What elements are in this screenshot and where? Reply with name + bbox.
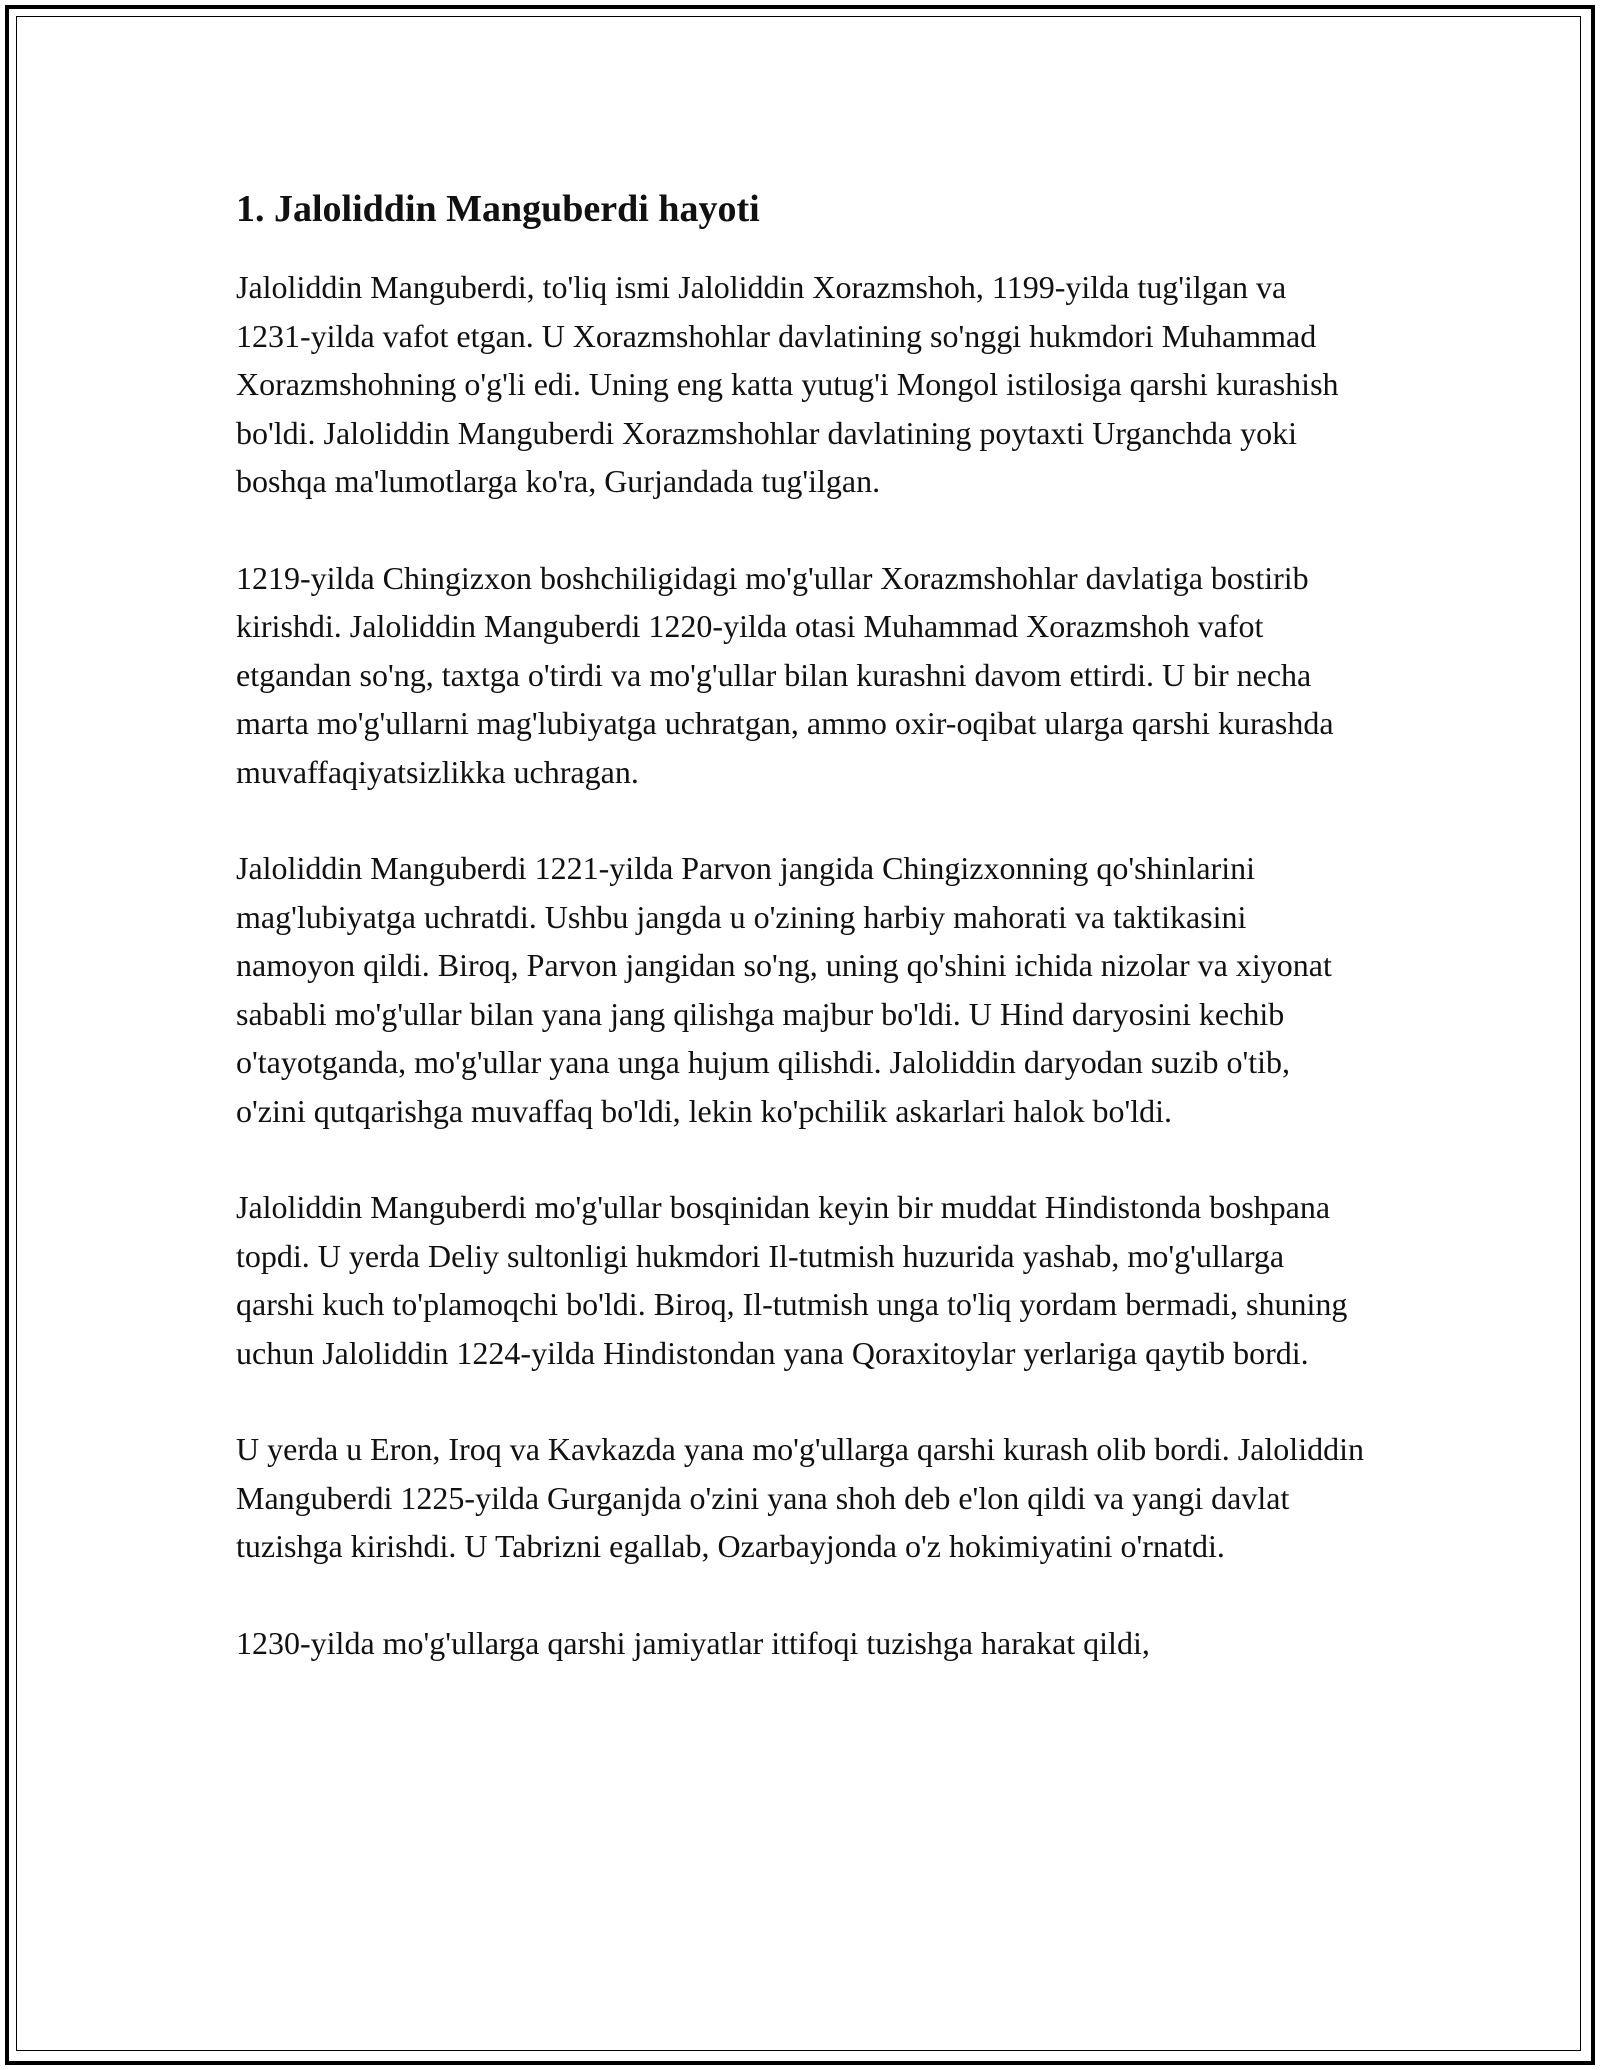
paragraph-alliance: 1230-yilda mo'g'ullarga qarshi jamiyatlar ittifoqi tuzishga harakat qildi, xyxy=(236,1624,1150,1661)
document-body xyxy=(236,183,1366,1715)
paragraph-mongol-invasion: 1219-yilda Chingizxon boshchiligidagi mo'g'ullar Xorazmshohlar davlatiga bostirib kirishdi. Jaloliddin Manguberdi 1220-yilda otasi Muhammad Xorazmshoh vafot etgandan so'ng, taxtga o'tirdi va mo'g'ullar bilan kurashni davom ettirdi. U bir necha marta mo'g'ullarni mag'lubiyatga uchratgan, ammo oxir-oqibat ularga qarshi kurashda muvaffaqiyatsizlikka uchragan. xyxy=(236,559,1334,790)
paragraph-return-campaign: U yerda u Eron, Iroq va Kavkazda yana mo'g'ullarga qarshi kurash olib bordi. Jaloliddin Manguberdi 1225-yilda Gurganjda o'zini yana shoh deb e'lon qildi va yangi davlat tuzishga kirishdi. U Tabrizni egallab, Ozarbayjonda o'z hokimiyatini o'rnatdi. xyxy=(236,1431,1364,1564)
paragraph-parvon-battle: Jaloliddin Manguberdi 1221-yilda Parvon jangida Chingizxonning qo'shinlarini mag'lubiyatga uchratdi. Ushbu jangda u o'zining harbiy mahorati va taktikasini namoyon qildi. Biroq, Parvon jangidan so'ng, uning qo'shini ichida nizolar va xiyonat sababli mo'g'ullar bilan yana jang qilishga majbur bo'ldi. U Hind daryosini kechib o'tayotganda, mo'g'ullar yana unga hujum qilishdi. Jaloliddin daryodan suzib o'tib, o'zini qutqarishga muvaffaq bo'ldi, lekin ko'pchilik askarlari halok bo'ldi. xyxy=(236,850,1332,1129)
section-heading: 1. Jaloliddin Manguberdi hayoti xyxy=(236,188,760,230)
paragraph-india-exile: Jaloliddin Manguberdi mo'g'ullar bosqinidan keyin bir muddat Hindistonda boshpana topdi. U yerda Deliy sultonligi hukmdori Il-tutmish huzurida yashab, mo'g'ullarga qarshi kuch to'plamoqchi bo'ldi. Biroq, Il-tutmish unga to'liq yordam bermadi, shuning uchun Jaloliddin 1224-yilda Hindistondan yana Qoraxitoylar yerlariga qaytib bordi. xyxy=(236,1189,1348,1371)
paragraph-birth: Jaloliddin Manguberdi, to'liq ismi Jaloliddin Xorazmshoh, 1199-yilda tug'ilgan va 1231-yilda vafot etgan. U Xorazmshohlar davlatining so'nggi hukmdori Muhammad Xorazmshohning o'g'li edi. Uning eng katta yutug'i Mongol istilosiga qarshi kurashish bo'ldi. Jaloliddin Manguberdi Xorazmshohlar davlatining poytaxti Urganchda yoki boshqa ma'lumotlarga ko'ra, Gurjandada tug'ilgan. xyxy=(236,269,1339,499)
